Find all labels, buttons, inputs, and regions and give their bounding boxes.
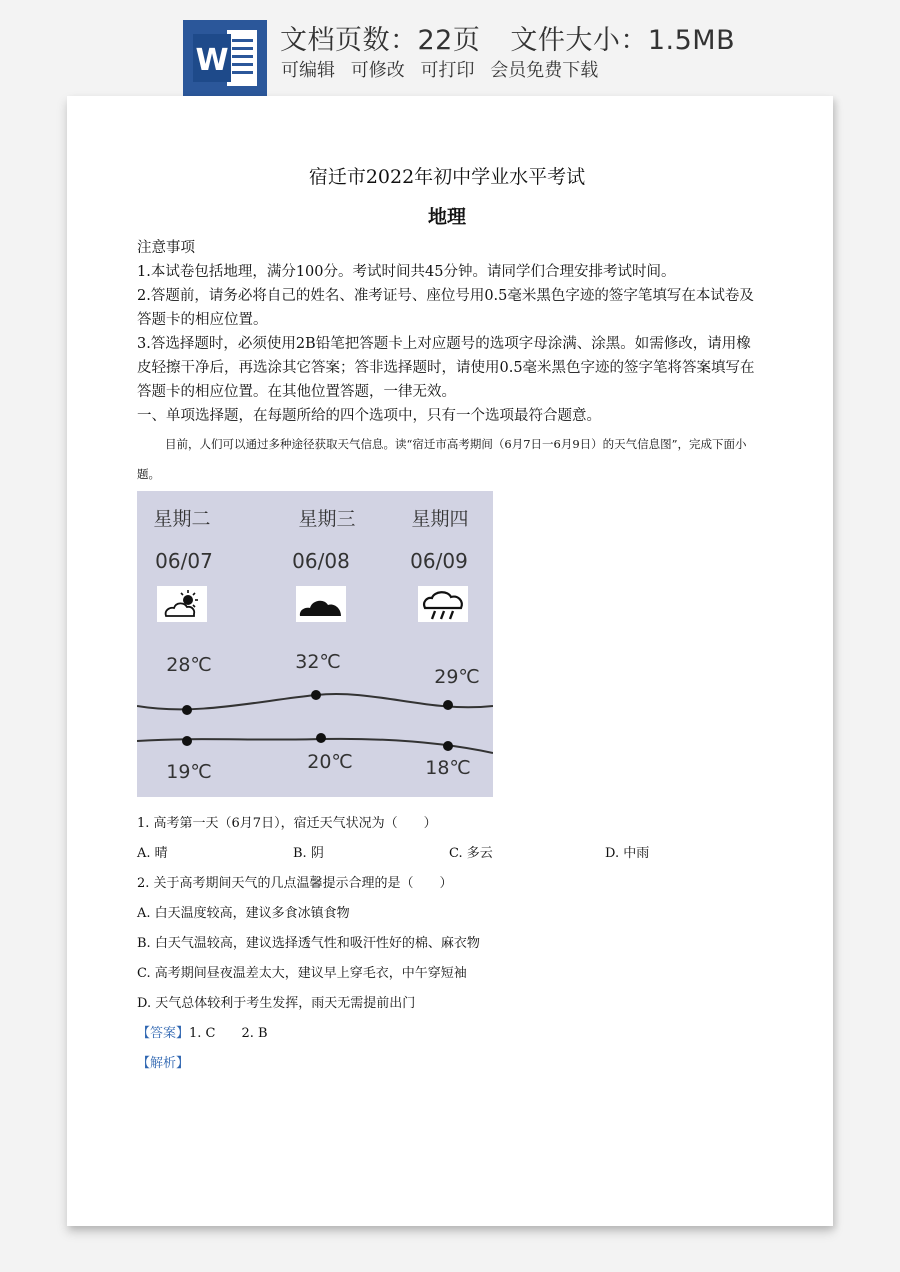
answer-line bbox=[137, 1022, 268, 1041]
date-label: 06/07 bbox=[155, 549, 213, 573]
feature-printable: 可打印 bbox=[420, 60, 475, 81]
question-1-option-d: D. 中雨 bbox=[605, 846, 650, 861]
high-temp-point bbox=[443, 700, 453, 710]
low-temp-label: 19℃ bbox=[166, 761, 212, 783]
answer-tag: 【答案】 bbox=[137, 1026, 190, 1041]
date-label: 06/09 bbox=[410, 549, 468, 573]
weekday-label: 星期二 bbox=[153, 508, 211, 530]
file-info-title bbox=[280, 18, 735, 57]
note-item: 2.答题前，请务必将自己的姓名、准考证号、座位号用0.5毫米黑色字迹的签字笔填写在本试卷及答题卡的相应位置。 bbox=[137, 288, 754, 328]
document-page bbox=[67, 96, 833, 1226]
weather-forecast-figure bbox=[137, 491, 493, 797]
question-1-option-c: C. 多云 bbox=[449, 846, 493, 861]
low-temp-point bbox=[443, 741, 453, 751]
cloud-icon bbox=[296, 586, 346, 622]
question-1-stem: 1. 高考第一天（6月7日），宿迁天气状况为（ ） bbox=[137, 816, 437, 831]
question-intro: 目前，人们可以通过多种途径获取天气信息。读“宿迁市高考期间（6月7日一6月9日）的天气信息图”，完成下面小题。 bbox=[137, 437, 747, 481]
exam-title: 宿迁市2022年初中学业水平考试 bbox=[308, 166, 586, 188]
svg-text:W: W bbox=[195, 43, 229, 78]
note-item: 3.答选择题时，必须使用2B铅笔把答题卡上对应题号的选项字母涂满、涂黑。如需修改，请用橡皮轻擦干净后，再选涂其它答案；答非选择题时，请使用0.5毫米黑色字迹的签字笔将答案填写在答题卡的相应位置。在其他位置答题，一律无效。 bbox=[137, 336, 755, 400]
question-2-option-a: A. 白天温度较高，建议多食冰镇食物 bbox=[137, 906, 350, 921]
feature-editable: 可编辑 bbox=[281, 60, 335, 81]
answer-text: 1. C 2. B bbox=[189, 1026, 268, 1041]
download-banner bbox=[0, 0, 900, 96]
analysis-tag: 【解析】 bbox=[137, 1056, 190, 1071]
feature-list bbox=[281, 56, 608, 82]
section-heading: 一、单项选择题，在每题所给的四个选项中，只有一个选项最符合题意。 bbox=[137, 408, 601, 424]
question-2-option-c: C. 高考期间昼夜温差太大，建议早上穿毛衣，中午穿短袖 bbox=[137, 966, 467, 981]
question-2-option-b: B. 白天气温较高，建议选择透气性和吸汗性好的棉、麻衣物 bbox=[137, 936, 480, 951]
note-item: 1.本试卷包括地理，满分100分。考试时间共45分钟。请同学们合理安排考试时间。 bbox=[137, 264, 676, 280]
exam-subject: 地理 bbox=[427, 206, 466, 228]
high-temp-point bbox=[182, 705, 192, 715]
date-label: 06/08 bbox=[292, 549, 350, 573]
question-1-option-b: B. 阴 bbox=[293, 846, 324, 861]
low-temp-point bbox=[182, 736, 192, 746]
rain-cloud-icon bbox=[418, 586, 468, 622]
weekday-label: 星期四 bbox=[411, 508, 469, 530]
partly-cloudy-icon bbox=[157, 586, 207, 622]
high-temp-label: 29℃ bbox=[434, 666, 480, 688]
low-temp-point bbox=[316, 733, 326, 743]
feature-modifiable: 可修改 bbox=[350, 60, 405, 81]
question-2-stem: 2. 关于高考期间天气的几点温馨提示合理的是（ ） bbox=[137, 876, 453, 891]
question-2-option-d: D. 天气总体较利于考生发挥，雨天无需提前出门 bbox=[137, 996, 416, 1011]
feature-member-download: 会员免费下载 bbox=[490, 60, 599, 81]
exam-instructions bbox=[137, 236, 757, 428]
high-temp-point bbox=[311, 690, 321, 700]
notes-heading: 注意事项 bbox=[137, 240, 195, 256]
high-temp-label: 32℃ bbox=[295, 651, 341, 673]
low-temp-label: 20℃ bbox=[307, 751, 353, 773]
high-temp-label: 28℃ bbox=[166, 654, 212, 676]
word-document-icon bbox=[183, 20, 267, 96]
page-count: 文档页数：22页 bbox=[280, 25, 481, 56]
weekday-label: 星期三 bbox=[298, 508, 356, 530]
low-temp-label: 18℃ bbox=[425, 757, 471, 779]
file-size: 文件大小：1.5MB bbox=[510, 25, 736, 56]
question-1-option-a: A. 晴 bbox=[137, 846, 168, 861]
